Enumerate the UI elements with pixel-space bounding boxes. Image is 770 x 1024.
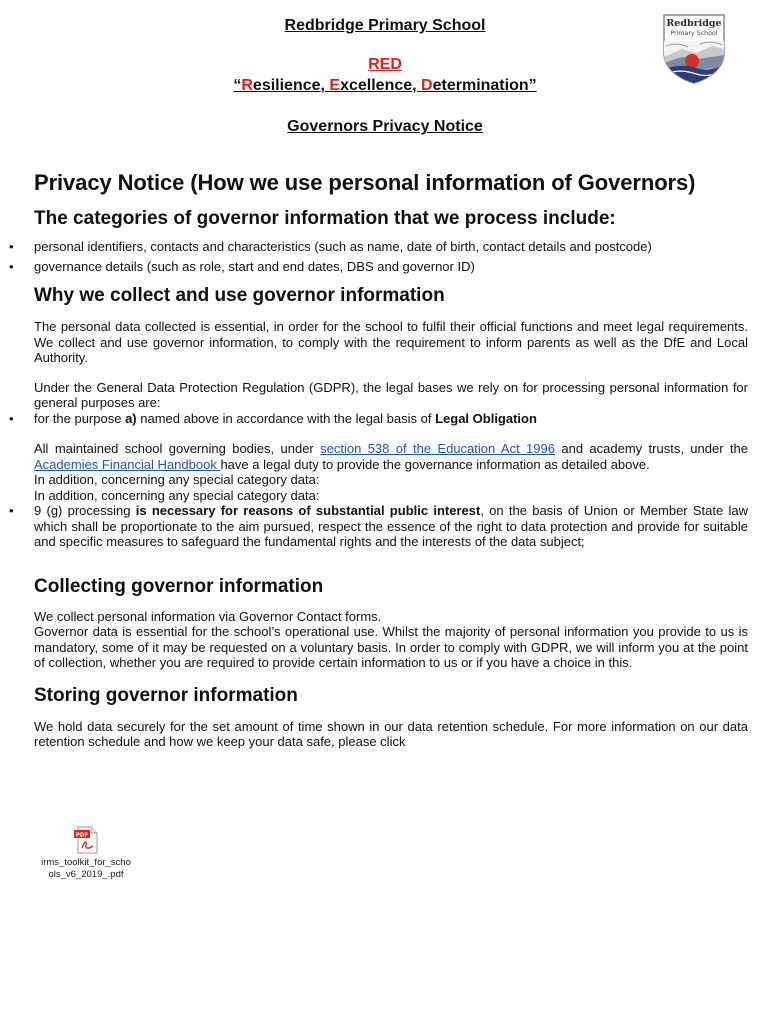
school-name: Redbridge Primary School xyxy=(284,17,486,34)
why-paragraph-2: Under the General Data Protection Regulation (GDPR), the legal bases we rely on for processing personal information for general purposes are: xyxy=(34,379,748,410)
collecting-paragraph: Governor data is essential for the school’s operational use. Whilst the majority of personal information you provide to us is mandatory, some of it may be requested on a voluntary basis. In order to comply with GDPR, we will inform you at the point of collection, whether you are required to provide certain information to us or if you have a choice in this. xyxy=(34,624,748,670)
special-category-line-1: In addition, concerning any special category data: xyxy=(34,472,320,487)
motto-resilience: esilience, xyxy=(252,77,330,94)
pdf-attachment[interactable] xyxy=(34,826,138,881)
logo-line1: Redbridge xyxy=(666,18,722,29)
pdf-badge-label: PDF xyxy=(75,832,89,839)
list-item: • governance details (such as role, start and end dates, DBS and governor ID) xyxy=(34,259,748,275)
storing-heading: Storing governor information xyxy=(34,684,298,706)
motto-letter-r: R xyxy=(241,77,253,94)
logo-line2: Primary School xyxy=(670,30,718,37)
categories-heading: The categories of governor information that we process include: xyxy=(34,208,616,229)
pdf-file-icon xyxy=(73,826,99,854)
document-body xyxy=(34,166,748,750)
bullet-text: , on the basis of Union or Member State law which shall be proportionate to the aim pursued, respect the essence of the right to data protection and provide for suitable and specific measures to safeguard the fundamental rights and the interests of the data subject; xyxy=(34,503,748,549)
main-title: Privacy Notice (How we use personal information of Governors) xyxy=(34,170,696,195)
legal-obligation: Legal Obligation xyxy=(435,410,537,426)
notice-title: Governors Privacy Notice xyxy=(287,118,483,135)
school-motto xyxy=(0,75,770,96)
list-item: • personal identifiers, contacts and characteristics (such as name, date of birth, contact details and postcode) xyxy=(34,239,748,255)
paragraph-text: have a legal duty to provide the governance information as detailed above. xyxy=(220,456,650,472)
school-logo xyxy=(662,13,726,85)
filename-line-2: ols_v6_2019_.pdf xyxy=(48,869,124,880)
motto-letter-e: E xyxy=(329,77,341,94)
attachment-filename xyxy=(34,857,138,881)
why-paragraph-1: The personal data collected is essential, in order for the school to fulfil their official functions and meet legal requirements. We collect and use governor information, to comply with the requirement to inform parents as well as the DfE and Local Authority. xyxy=(34,319,748,365)
bullet-text: named above in accordance with the legal basis of xyxy=(136,410,436,426)
education-act-link[interactable]: section 538 of the Education Act 1996 xyxy=(320,441,555,456)
motto-open-quote: “ xyxy=(233,77,242,94)
list-item xyxy=(34,503,748,550)
storing-paragraph: We hold data securely for the set amount of time shown in our data retention schedule. For more information on our data retention schedule and how we keep your data safe, please click xyxy=(34,718,748,749)
bullet-text: for the purpose xyxy=(34,410,126,426)
motto-letter-d: D xyxy=(421,77,433,94)
motto-determination: etermination” xyxy=(432,77,537,94)
collecting-heading: Collecting governor information xyxy=(34,575,324,597)
document-header xyxy=(0,16,770,137)
collecting-line-1: We collect personal information via Governor Contact forms. xyxy=(34,608,382,624)
bullet-text: 9 (g) processing xyxy=(34,503,136,518)
paragraph-text: and academy trusts, under the xyxy=(554,441,749,456)
why-paragraph-3 xyxy=(34,441,748,472)
categories-list xyxy=(34,239,748,274)
special-category-line-2: In addition, concerning any special category data: xyxy=(34,487,320,503)
filename-line-1: irms_toolkit_for_scho xyxy=(41,857,131,868)
bullet-bold: a) xyxy=(125,410,137,426)
list-item xyxy=(34,411,748,427)
motto-excellence: xcellence, xyxy=(340,77,422,94)
paragraph-text: All maintained school governing bodies, under xyxy=(34,441,321,456)
red-acronym: RED xyxy=(368,56,402,73)
legal-basis-list xyxy=(34,411,748,427)
academies-handbook-link[interactable]: Academies Financial Handbook xyxy=(34,456,221,472)
public-interest-list xyxy=(34,503,748,550)
bullet-bold: is necessary for reasons of substantial public interest xyxy=(135,503,481,518)
why-heading: Why we collect and use governor information xyxy=(34,285,445,306)
